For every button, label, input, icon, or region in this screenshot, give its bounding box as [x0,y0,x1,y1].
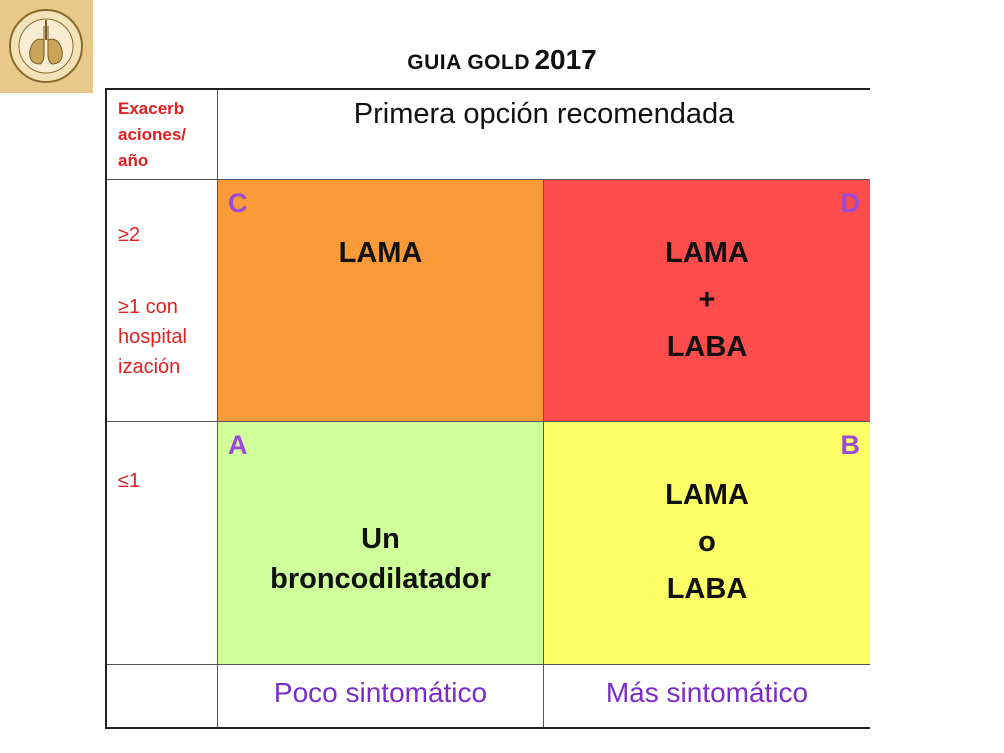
quadrant-b-text: o [698,526,716,558]
row-label-high-line: hospital [118,326,187,348]
row-axis-header-line: Exacerb [118,99,185,118]
quadrant-a-text: Un [361,523,400,555]
row-label-high-line1: ≥2 [118,224,141,246]
quadrant-a-text: broncodilatador [270,563,491,595]
footer-high-symptoms-label: Más sintomático [605,677,809,708]
footer-low-symptoms-label: Poco sintomático [273,677,488,708]
quadrant-c-text: LAMA [338,237,423,269]
row-label-high-line: ización [118,356,181,378]
quadrant-d [544,180,870,422]
title-text: GUIA GOLD [407,51,530,74]
quadrant-d-text: LAMA [665,237,749,269]
quadrant-letter: A [228,430,248,460]
quadrant-d-text: + [698,284,716,316]
quadrant-b [544,422,870,665]
column-header-label: Primera opción recomendada [353,98,735,130]
row-label-low [107,422,218,665]
quadrant-b-text: LAMA [665,479,749,511]
page-title [0,44,1004,84]
footer-high-symptoms [544,665,870,727]
row-label-low-line1: ≤1 [118,470,141,492]
row-label-high-line: ≥1 con [118,296,178,318]
row-axis-header-line: aciones/ [118,125,187,144]
quadrant-c [218,180,544,422]
quadrant-letter: D [840,188,860,218]
row-label-high [107,180,218,422]
title-year: 2017 [534,44,597,75]
footer-low-symptoms [218,665,544,727]
column-header [218,90,870,180]
quadrant-a [218,422,544,665]
footer-empty-cell [107,665,218,727]
quadrant-b-text: LABA [666,573,748,605]
row-axis-header-line: año [118,151,149,170]
quadrant-letter: C [228,188,248,218]
quadrant-letter: B [840,430,860,460]
gold-matrix [105,88,870,729]
quadrant-d-text: LABA [666,331,748,363]
row-axis-header [107,90,218,180]
